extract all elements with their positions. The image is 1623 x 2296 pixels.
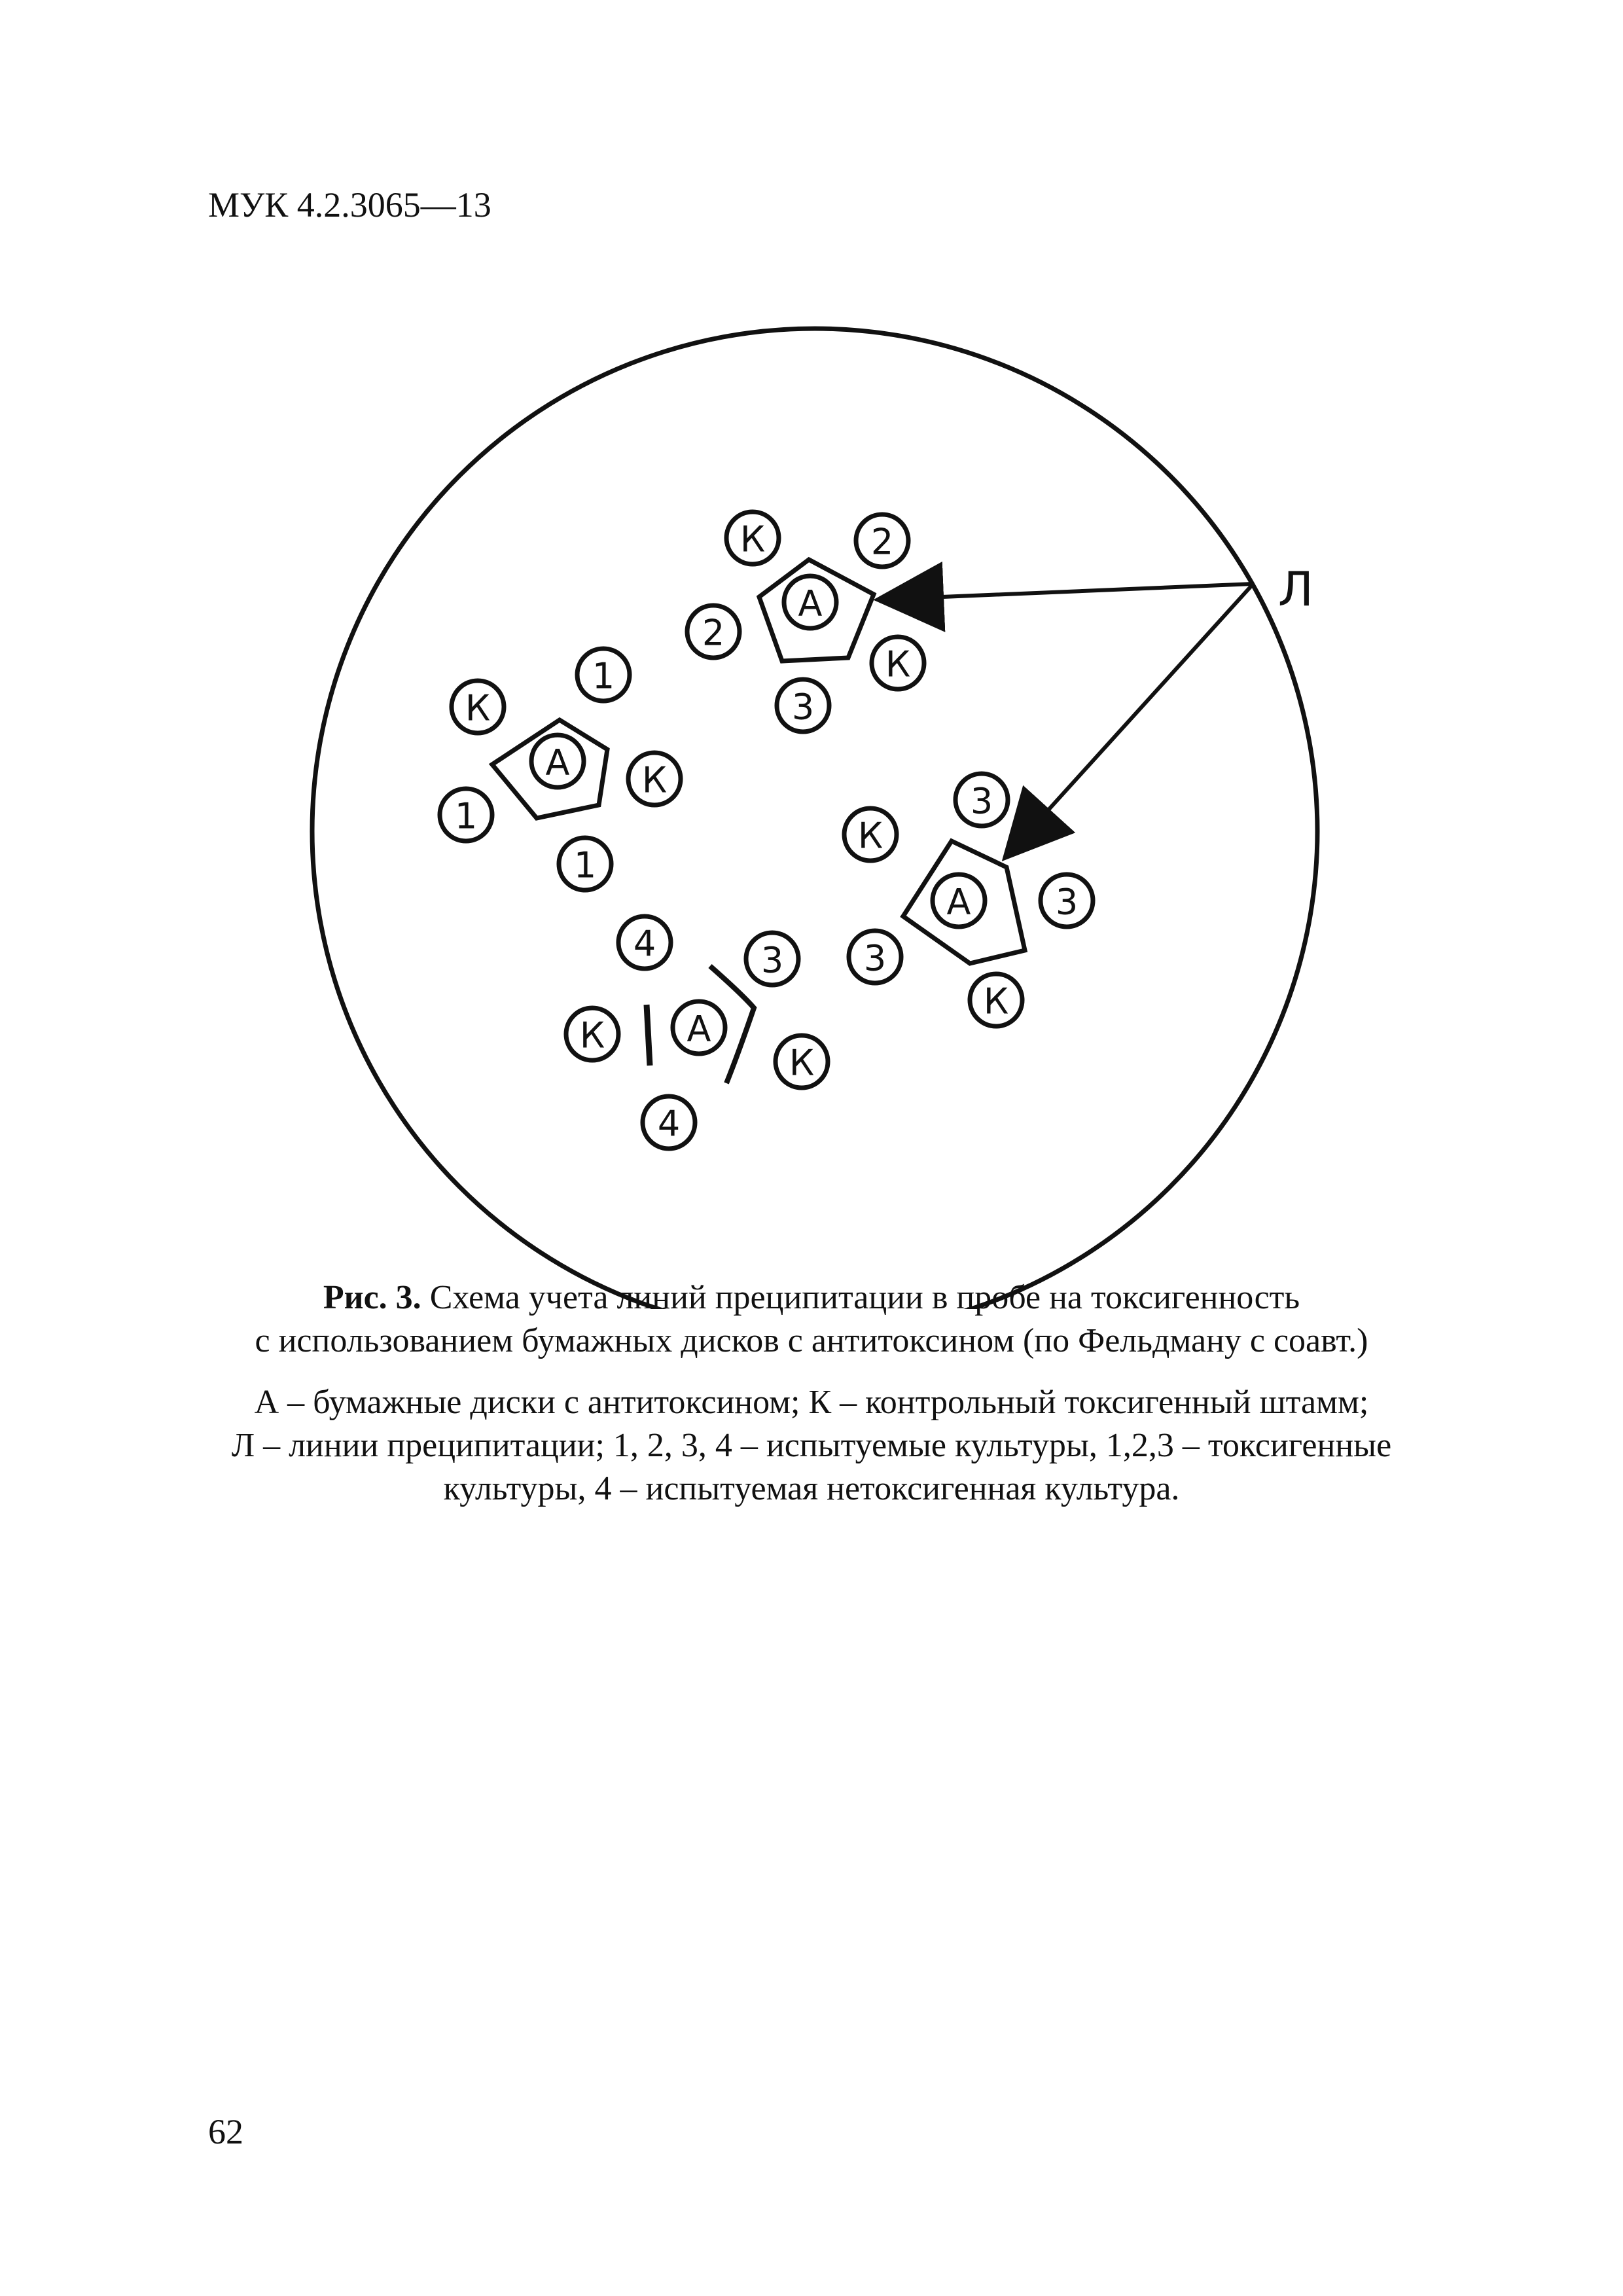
disc-label-antitoxin: А [687,1008,711,1050]
disc-label-control: К [465,687,491,729]
disc-label-control: К [789,1042,815,1084]
disc-label-culture-4: 4 [657,1103,681,1145]
disc-label-control: К [740,518,766,560]
disc-label-culture-1: 1 [592,655,615,697]
caption-title-line1: Схема учета линий преципитации в пробе на токсигенность [429,1279,1300,1316]
precipitation-line [710,966,754,1083]
disc-label-control: К [641,759,668,801]
disc-label-culture-3: 3 [760,939,784,981]
disc-label-culture-3: 3 [1055,881,1079,923]
disc-group-right [844,774,1093,1026]
disc-label-culture-3: 3 [791,686,815,728]
disc-label-control: К [579,1014,605,1056]
page-number: 62 [208,2112,243,2151]
disc-label-culture-2: 2 [702,612,725,654]
disc-group-left [440,649,681,890]
legend-line2: Л – линии преципитации; 1, 2, 3, 4 – испытуемые культуры, 1,2,3 – токсигенные [231,1427,1392,1464]
arrow-to-right-group [1007,584,1253,856]
disc-label-control: К [983,980,1009,1022]
document-code: МУК 4.2.3065—13 [208,185,491,224]
disc-label-control: К [885,643,911,685]
disc-label-control: К [857,815,883,857]
disc-label-culture-1: 1 [573,844,597,886]
disc-label-antitoxin: А [946,881,971,923]
precipitation-line [647,1005,650,1066]
caption-title-line2: с использованием бумажных дисков с антитоксином (по Фельдману с соавт.) [255,1322,1368,1359]
precipitation-line-marker: Л [1277,562,1314,617]
disc-label-culture-1: 1 [454,795,478,837]
legend-line3: культуры, 4 – испытуемая нетоксигенная культура. [443,1470,1180,1507]
disc-group-bottom [566,916,828,1149]
disc-label-antitoxin: А [798,583,823,624]
figure-legend [157,1381,1466,1511]
disc-label-culture-3: 3 [863,937,887,979]
disc-label-culture-2: 2 [870,521,894,563]
figure-number: Рис. 3. [323,1279,421,1316]
disc-group-top [687,512,924,732]
legend-line1: А – бумажные диски с антитоксином; К – контрольный токсигенный штамм; [254,1384,1369,1421]
disc-label-culture-3: 3 [970,780,993,822]
figure-caption [157,1276,1466,1363]
disc-label-antitoxin: А [545,742,570,783]
arrow-to-top-group [880,584,1253,600]
disc-label-culture-4: 4 [633,923,656,965]
